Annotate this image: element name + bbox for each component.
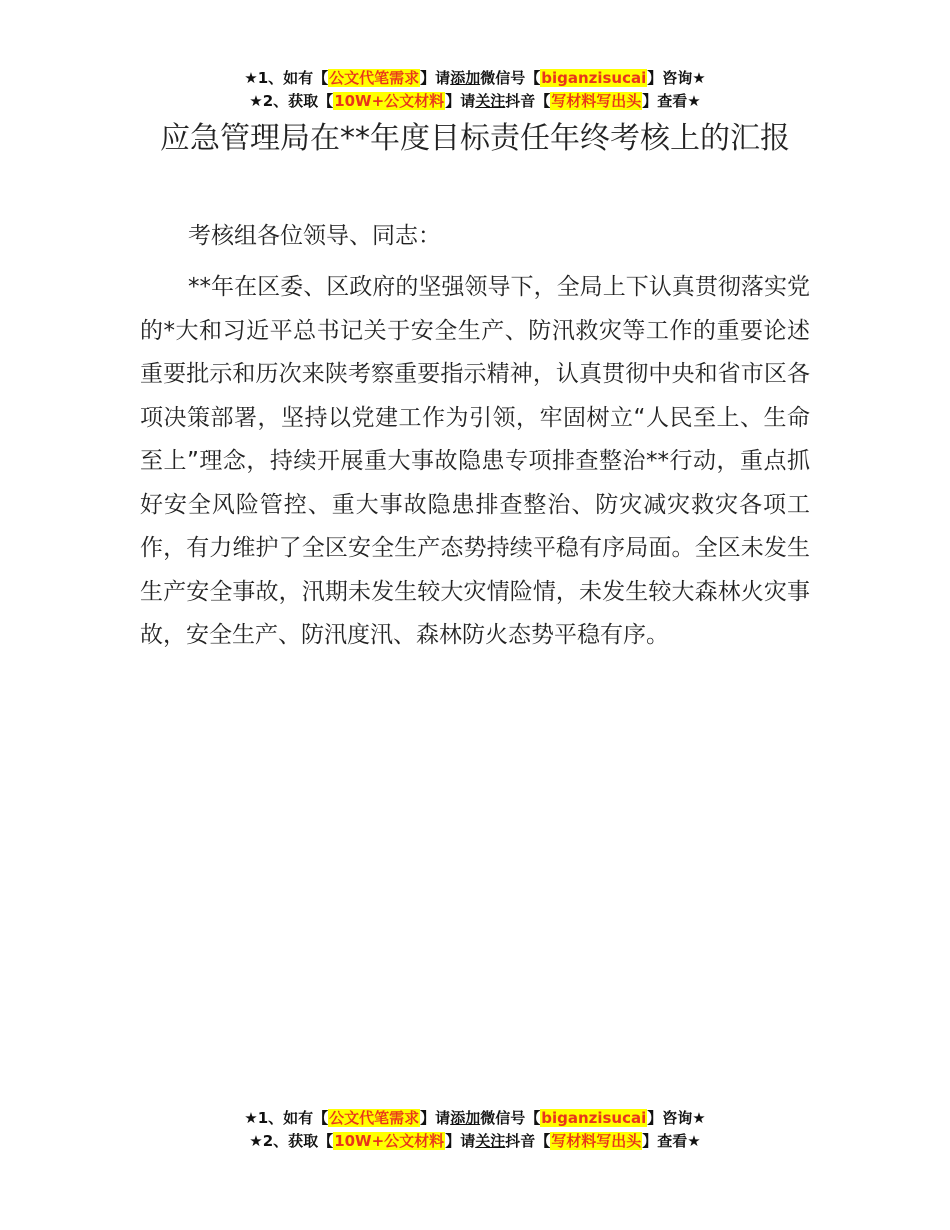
footer-line-1 xyxy=(0,1107,950,1130)
banner-line-1-highlight-wechat: biganzisucai xyxy=(541,69,647,87)
banner-line-2-prefix: ★2、获取【 xyxy=(249,92,334,110)
header-banner xyxy=(0,67,950,113)
banner-line-2-highlight-douyin: 写材料写出头 xyxy=(551,92,642,110)
banner-line-2-highlight-materials: 10W+公文材料 xyxy=(334,92,445,110)
banner-line-1-prefix: ★1、如有【 xyxy=(244,69,329,87)
banner-line-2 xyxy=(0,90,950,113)
banner-line-2-middle-2: 抖音【 xyxy=(505,92,551,110)
banner-line-1-middle: 】请 xyxy=(420,69,451,87)
footer-line-2-middle: 】请 xyxy=(445,1132,476,1150)
banner-line-1-suffix: 】咨询★ xyxy=(647,69,706,87)
banner-line-2-emphasis: 关注 xyxy=(475,92,506,110)
footer-line-2-suffix: 】查看★ xyxy=(642,1132,701,1150)
banner-line-1-emphasis: 添加 xyxy=(450,69,481,87)
document-title: 应急管理局在**年度目标责任年终考核上的汇报 xyxy=(160,121,790,156)
banner-line-1-highlight-service: 公文代笔需求 xyxy=(329,69,420,87)
footer-line-2 xyxy=(0,1130,950,1153)
footer-line-1-middle-2: 微信号【 xyxy=(480,1109,541,1127)
banner-line-1 xyxy=(0,67,950,90)
banner-line-2-suffix: 】查看★ xyxy=(642,92,701,110)
footer-line-2-highlight-douyin: 写材料写出头 xyxy=(551,1132,642,1150)
footer-line-1-suffix: 】咨询★ xyxy=(647,1109,706,1127)
footer-line-1-prefix: ★1、如有【 xyxy=(244,1109,329,1127)
footer-line-1-highlight-service: 公文代笔需求 xyxy=(329,1109,420,1127)
banner-line-1-middle-2: 微信号【 xyxy=(480,69,541,87)
greeting: 考核组各位领导、同志： xyxy=(188,223,441,249)
footer-line-1-emphasis: 添加 xyxy=(450,1109,481,1127)
footer-line-1-middle: 】请 xyxy=(420,1109,451,1127)
banner-line-2-middle: 】请 xyxy=(445,92,476,110)
footer-line-2-middle-2: 抖音【 xyxy=(505,1132,551,1150)
footer-line-2-emphasis: 关注 xyxy=(475,1132,506,1150)
footer-line-2-highlight-materials: 10W+公文材料 xyxy=(334,1132,445,1150)
footer-banner xyxy=(0,1107,950,1153)
footer-line-1-highlight-wechat: biganzisucai xyxy=(541,1109,647,1127)
footer-line-2-prefix: ★2、获取【 xyxy=(249,1132,334,1150)
body-paragraph-1: **年在区委、区政府的坚强领导下，全局上下认真贯彻落实党的*大和习近平总书记关于安全生产、防汛救灾等工作的重要论述重要批示和历次来陕考察重要指示精神，认真贯彻中央和省市区各项决策部署，坚持以党建工作为引领，牢固树立“人民至上、生命至上”理念，持续开展重大事故隐患专项排查整治**行动，重点抓好安全风险管控、重大事故隐患排查整治、防灾减灾救灾各项工作，有力维护了全区安全生产态势持续平稳有序局面。全区未发生生产安全事故，汛期未发生较大灾情险情，未发生较大森林火灾事故，安全生产、防汛度汛、森林防火态势平稳有序。 xyxy=(140,274,810,648)
